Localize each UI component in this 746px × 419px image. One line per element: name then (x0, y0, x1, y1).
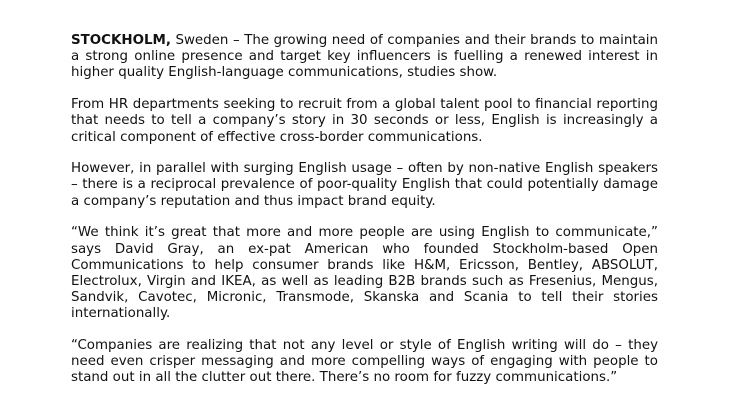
dateline: STOCKHOLM, (71, 33, 171, 48)
paragraph-quote-companies: “Companies are realizing that not any level or style of English writing will do – they need even crisper messaging and more compelling ways of engaging with people to stand out in all the clutter out there. There’s no room for fuzzy communications.” (71, 338, 658, 386)
paragraph-intro (71, 33, 658, 82)
press-release-body (71, 33, 658, 402)
paragraph-poor-quality: However, in parallel with surging English usage – often by non-native English speakers – there is a reciprocal prevalence of poor-quality English that could potentially damage a company’s reputation and thus impact brand equity. (71, 161, 658, 209)
paragraph-text: Sweden – The growing need of companies and their brands to maintain a strong online presence and target key influencers is fuelling a renewed interest in higher quality English-language communications, studies show. (71, 33, 658, 81)
paragraph-hr-reporting: From HR departments seeking to recruit from a global talent pool to financial reporting that needs to tell a company’s story in 30 seconds or less, English is increasingly a critical component of effective cross-border communications. (71, 97, 658, 145)
paragraph-quote-gray: “We think it’s great that more and more people are using English to communicate,” says David Gray, an ex-pat American who founded Stockholm-based Open Communications to help consumer brands like H&M, Ericsson, Bentley, ABSOLUT, Electrolux, Virgin and IKEA, as well as leading B2B brands such as Fresenius, Mengus, Sandvik, Cavotec, Micronic, Transmode, Skanska and Scania to tell their stories internationally. (71, 225, 658, 322)
